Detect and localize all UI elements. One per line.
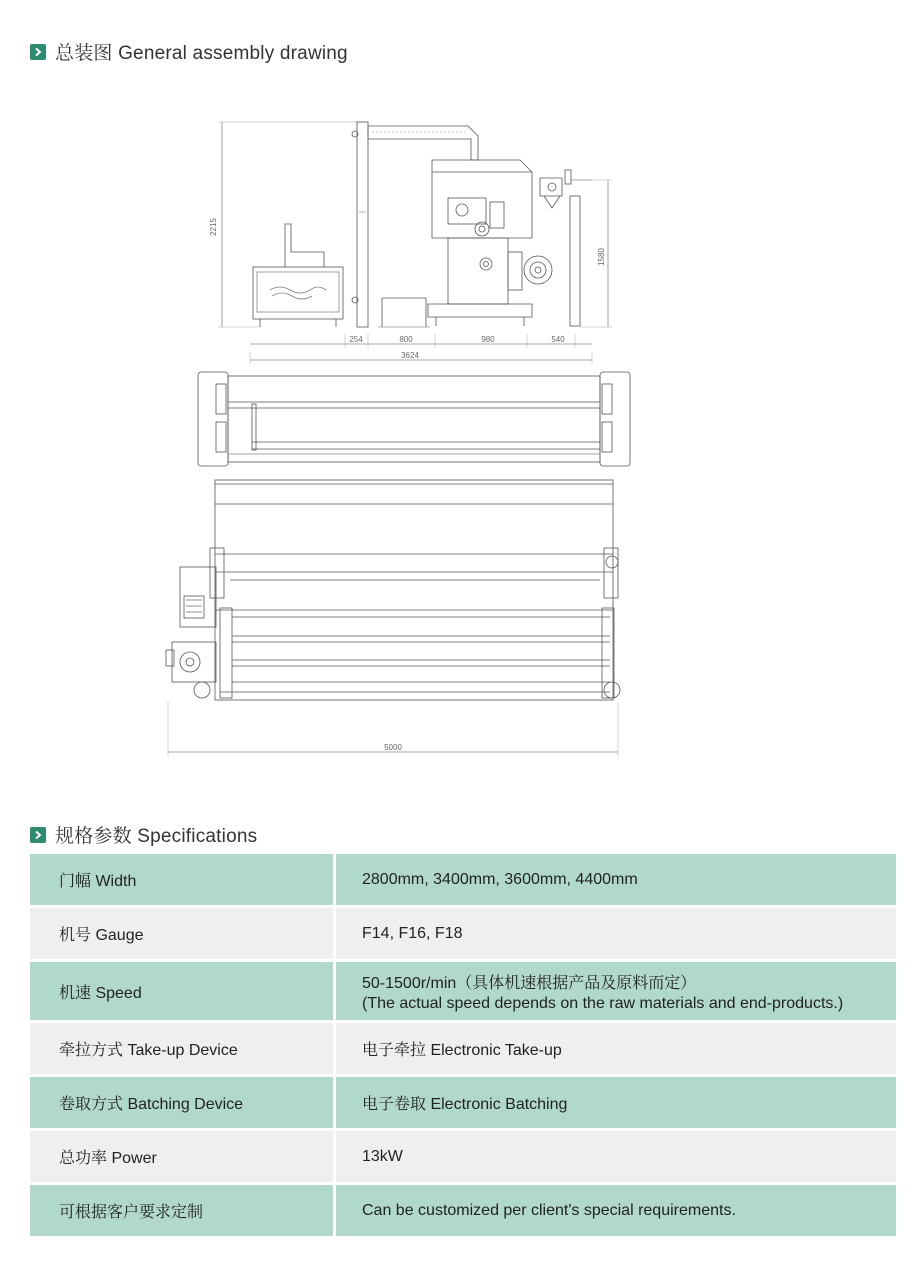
section-title-specs: 规格参数 Specifications — [55, 826, 258, 847]
section-header-drawing — [30, 38, 348, 65]
spec-row-custom — [30, 1185, 896, 1236]
spec-value — [336, 854, 896, 905]
spec-label: 牵拉方式 Take-up Device — [30, 1023, 333, 1074]
dim-total-bottom: 5000 — [384, 743, 402, 752]
spec-value-text: 13kW — [362, 1147, 403, 1165]
spec-value-text: 电子牵拉 Electronic Take-up — [362, 1042, 562, 1059]
spec-value — [336, 1131, 896, 1182]
section-title-drawing: 总装图 General assembly drawing — [55, 43, 348, 64]
spec-label: 门幅 Width — [30, 854, 333, 905]
spec-value-text: 电子卷取 Electronic Batching — [362, 1096, 568, 1113]
spec-value-text: 2800mm, 3400mm, 3600mm, 4400mm — [362, 870, 638, 888]
dim-seg4: 540 — [551, 335, 565, 344]
spec-row-gauge — [30, 908, 896, 959]
section-header-specs — [30, 821, 257, 848]
spec-value-text: F14, F16, F18 — [362, 924, 463, 942]
spec-value-text: 50-1500r/min（具体机速根据产品及原料而定） — [362, 974, 697, 992]
spec-value-text-line2: (The actual speed depends on the raw materials and end-products.) — [362, 994, 844, 1012]
dim-total-top: 3624 — [401, 351, 419, 360]
dim-seg3: 980 — [481, 335, 495, 344]
spec-label: 卷取方式 Batching Device — [30, 1077, 333, 1128]
spec-value — [336, 1185, 896, 1236]
dim-seg1: 254 — [349, 335, 363, 344]
dim-height-total: 2215 — [209, 218, 218, 236]
spec-row-batching — [30, 1077, 896, 1128]
spec-label: 机速 Speed — [30, 962, 333, 1020]
spec-row-speed — [30, 962, 896, 1020]
chevron-right-icon — [30, 827, 46, 843]
dim-height-right: 1580 — [597, 248, 606, 266]
spec-row-width — [30, 854, 896, 905]
spec-value-text: Can be customized per client's special requirements. — [362, 1201, 736, 1219]
spec-row-power — [30, 1131, 896, 1182]
dim-seg2: 800 — [399, 335, 413, 344]
assembly-drawing — [160, 112, 640, 762]
spec-label: 机号 Gauge — [30, 908, 333, 959]
spec-value — [336, 908, 896, 959]
spec-value — [336, 962, 896, 1020]
spec-value — [336, 1023, 896, 1074]
chevron-right-icon — [30, 44, 46, 60]
spec-row-takeup — [30, 1023, 896, 1074]
spec-label: 可根据客户要求定制 — [30, 1185, 333, 1236]
spec-value — [336, 1077, 896, 1128]
spec-label: 总功率 Power — [30, 1131, 333, 1182]
spec-table — [30, 854, 896, 1239]
